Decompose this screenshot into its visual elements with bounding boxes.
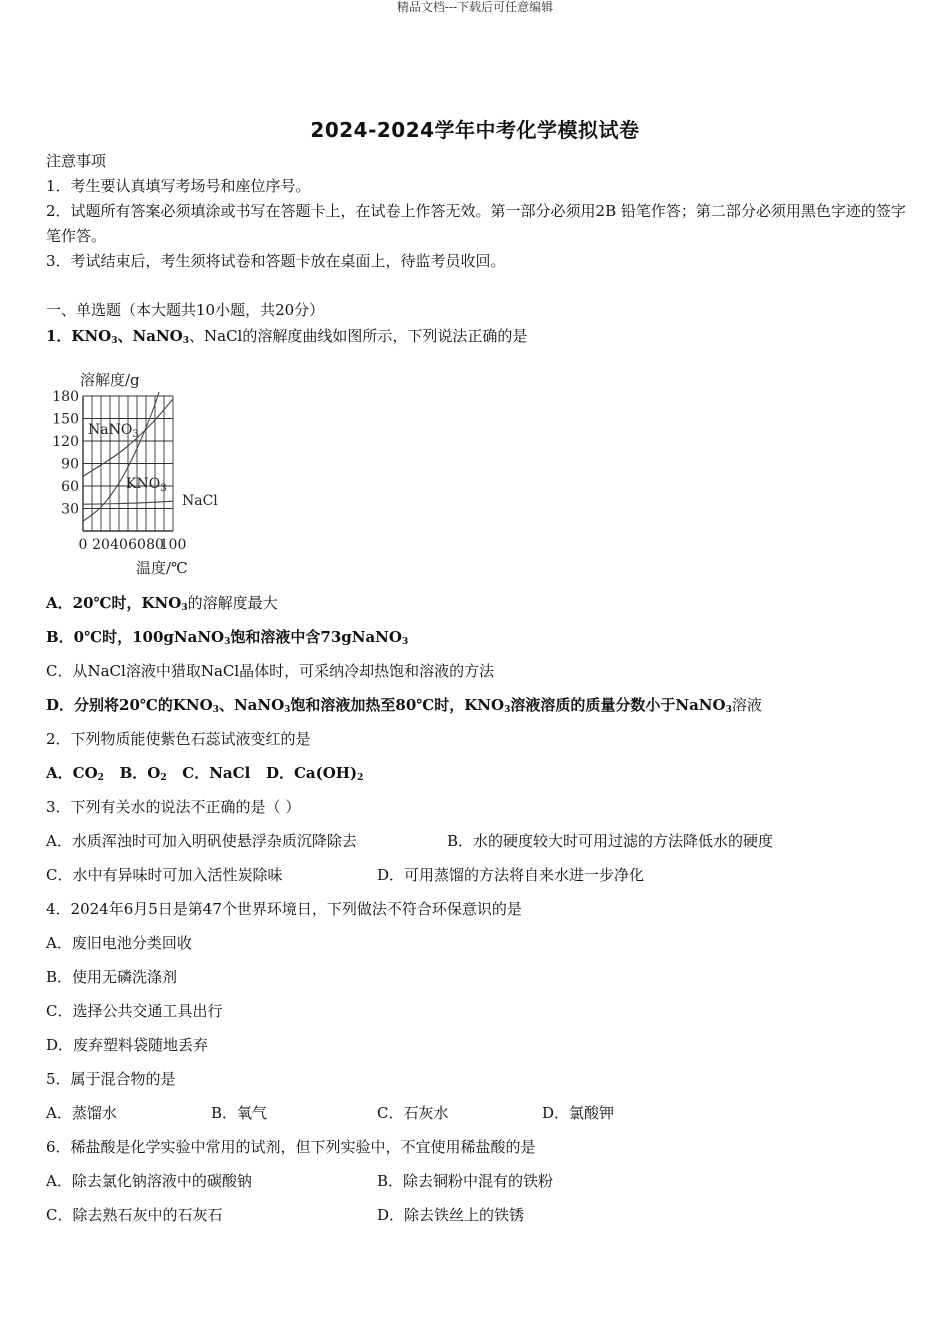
x-tick-label: 100 — [159, 537, 187, 553]
q4-option-d: D．废弃塑料袋随地丢弃 — [46, 1036, 209, 1054]
q4-option-b: B．使用无磷洗涤剂 — [46, 968, 178, 986]
q5-option-a: A．蒸馏水 — [46, 1104, 117, 1122]
q6-option-d: D．除去铁丝上的铁锈 — [377, 1206, 525, 1224]
y-axis-label: 溶解度/g — [80, 371, 140, 389]
q3-option-b: B．水的硬度较大时可用过滤的方法降低水的硬度 — [447, 832, 774, 850]
q4-option-c: C．选择公共交通工具出行 — [46, 1002, 223, 1020]
question-5-stem: 5．属于混合物的是 — [46, 1070, 176, 1088]
q1-option-a: A．20℃时，$KNO_3$的溶解度最大 — [46, 594, 278, 613]
y-tick-label: 150 — [52, 411, 79, 428]
q5-option-c: C．石灰水 — [377, 1104, 449, 1122]
q6-option-a: A．除去氯化钠溶液中的碳酸钠 — [46, 1172, 252, 1190]
nano3-label: NaNO$_3$ — [88, 422, 139, 440]
x-axis-label: 温度/℃ — [136, 559, 188, 577]
x-tick-label: 0 — [78, 537, 88, 553]
q3-option-d: D．可用蒸馏的方法将自来水进一步净化 — [377, 866, 645, 884]
q3-option-c: C．水中有异味时可加入活性炭除味 — [46, 866, 283, 884]
q6-option-c: C．除去熟石灰中的石灰石 — [46, 1206, 223, 1224]
q1-option-d: D．分别将20℃的$KNO_3$、NaNO$_3$饱和溶液加热至80℃时，$KNO_3$溶液溶质的质量分数小于NaNO$_3$溶液 — [46, 696, 762, 715]
question-6-stem: 6．稀盐酸是化学实验中常用的试剂，但下列实验中，不宜使用稀盐酸的是 — [46, 1138, 536, 1156]
x-tick-label: 60 — [128, 537, 146, 553]
notice-item-2: 2．试题所有答案必须填涂或书写在答题卡上，在试卷上作答无效。第一部分必须用2B 铅笔作答；第二部分必须用黑色字迹的签字笔作答。 — [46, 202, 906, 245]
q4-option-a: A．废旧电池分类回收 — [46, 934, 192, 952]
q5-option-d: D．氯酸钾 — [542, 1104, 615, 1122]
y-tick-label: 30 — [61, 501, 79, 518]
solubility-chart — [46, 366, 236, 581]
y-tick-label: 90 — [61, 456, 79, 473]
y-tick-label: 60 — [61, 479, 79, 495]
question-1-stem: 1．$KNO_3$、NaNO$_3$、NaCl的溶解度曲线如图所示，下列说法正确的是 — [46, 327, 528, 346]
question-4-stem: 4．2024年6月5日是第47个世界环境日，下列做法不符合环保意识的是 — [46, 900, 522, 918]
q1-option-b: B．0℃时，100gNaNO$_3$饱和溶液中含73gNaNO$_3$ — [46, 628, 409, 647]
notice-heading: 注意事项 — [46, 152, 107, 170]
page-header: 精品文档---下载后可任意编辑 — [396, 0, 554, 14]
q1-option-c: C．从NaCl溶液中猎取NaCl晶体时，可采纳冷却热饱和溶液的方法 — [46, 662, 495, 680]
notice-item-1: 1．考生要认真填写考场号和座位序号。 — [46, 177, 311, 195]
q2-options: A．$CO_2$ B．$O_2$ C．NaCl D．$Ca(OH)_2$ — [46, 764, 364, 783]
x-tick-label: 80 — [146, 537, 164, 553]
q6-option-b: B．除去铜粉中混有的铁粉 — [377, 1172, 554, 1190]
q3-option-a: A．水质浑浊时可加入明矾使悬浮杂质沉降除去 — [46, 832, 357, 850]
question-2-stem: 2．下列物质能使紫色石蕊试液变红的是 — [46, 730, 311, 748]
x-tick-label: 20 — [92, 537, 110, 553]
section-heading: 一、单选题（本大题共10小题，共20分） — [46, 301, 325, 319]
y-tick-label: 180 — [52, 389, 79, 405]
notice-item-3: 3．考试结束后，考生须将试卷和答题卡放在桌面上，待监考员收回。 — [46, 252, 506, 270]
nacl-label: NaCl — [182, 493, 218, 509]
page-title: 2024-2024学年中考化学模拟试卷 — [310, 118, 640, 142]
q5-option-b: B．氧气 — [211, 1104, 268, 1122]
x-tick-label: 40 — [110, 537, 128, 553]
question-3-stem: 3．下列有关水的说法不正确的是（ ） — [46, 798, 301, 816]
kno3-label: $KNO_3$ — [126, 476, 167, 494]
y-tick-label: 120 — [52, 434, 79, 450]
